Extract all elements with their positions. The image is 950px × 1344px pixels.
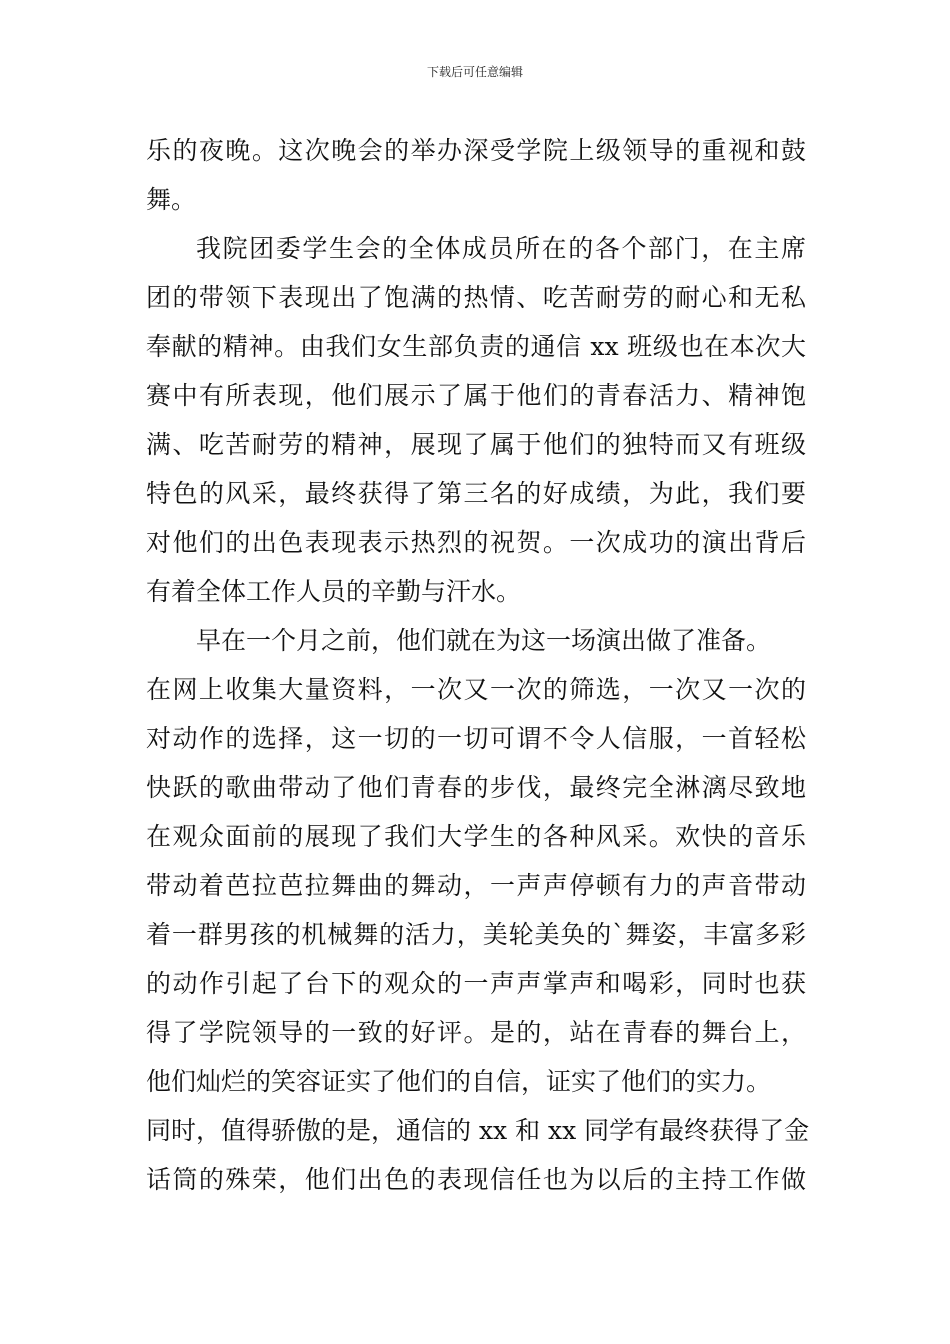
text-line: 得了学院领导的一致的好评。是的，站在青春的舞台上，	[146, 1018, 806, 1047]
text-line: 早在一个月之前，他们就在为这一场演出做了准备。	[196, 626, 772, 655]
text-line: 话筒的殊荣，他们出色的表现信任也为以后的主持工作做	[146, 1165, 806, 1194]
text-line: 奉献的精神。由我们女生部负责的通信 xx 班级也在本次大	[146, 332, 806, 361]
text-line: 同时，值得骄傲的是，通信的 xx 和 xx 同学有最终获得了金	[146, 1116, 810, 1145]
text-line: 赛中有所表现，他们展示了属于他们的青春活力、精神饱	[146, 381, 806, 410]
text-line: 乐的夜晚。这次晚会的举办深受学院上级领导的重视和鼓	[146, 136, 806, 165]
text-line: 的动作引起了台下的观众的一声声掌声和喝彩，同时也获	[146, 969, 806, 998]
text-line: 有着全体工作人员的辛勤与汗水。	[146, 577, 522, 606]
text-line: 特色的风采，最终获得了第三名的好成绩，为此，我们要	[146, 479, 806, 508]
text-line: 在网上收集大量资料，一次又一次的筛选，一次又一次的	[146, 675, 806, 704]
body-text	[146, 126, 810, 1204]
text-line: 我院团委学生会的全体成员所在的各个部门，在主席	[196, 234, 806, 263]
text-line: 团的带领下表现出了饱满的热情、吃苦耐劳的耐心和无私	[146, 283, 806, 312]
text-line: 在观众面前的展现了我们大学生的各种风采。欢快的音乐	[146, 822, 806, 851]
text-line: 着一群男孩的机械舞的活力，美轮美奂的`舞姿，丰富多彩	[146, 920, 806, 949]
text-line: 快跃的歌曲带动了他们青春的步伐，最终完全淋漓尽致地	[146, 773, 806, 802]
text-line: 满、吃苦耐劳的精神，展现了属于他们的独特而又有班级	[146, 430, 806, 459]
page-header: 下载后可任意编辑	[426, 65, 523, 79]
text-line: 舞。	[146, 185, 197, 214]
text-line: 他们灿烂的笑容证实了他们的自信，证实了他们的实力。	[146, 1067, 772, 1096]
text-line: 带动着芭拉芭拉舞曲的舞动，一声声停顿有力的声音带动	[146, 871, 806, 900]
text-line: 对动作的选择，这一切的一切可谓不令人信服，一首轻松	[146, 724, 806, 753]
text-line: 对他们的出色表现表示热烈的祝贺。一次成功的演出背后	[146, 528, 806, 557]
